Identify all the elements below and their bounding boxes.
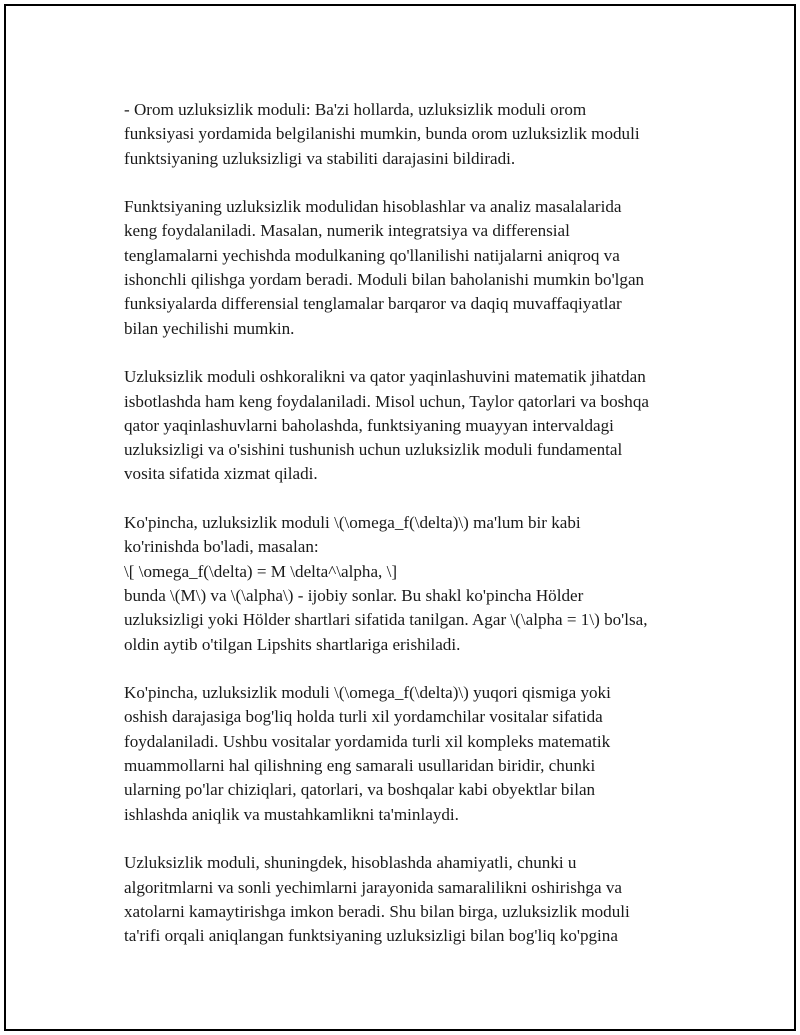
text-line: funksiyalarda differensial tenglamalar barqaror va daqiq muvaffaqiyatlar xyxy=(124,294,622,314)
formula-line: \[ \omega_f(\delta) = M \delta^\alpha, \] xyxy=(124,561,398,581)
text-line: tenglamalarni yechishda modulkaning qo'llanilishi natijalarni aniqroq va xyxy=(124,245,620,265)
text-line: funktsiyaning uzluksizligi va stabiliti darajasini bildiradi. xyxy=(124,148,516,168)
text-line: Funktsiyaning uzluksizlik modulidan hisoblashlar va analiz masalalarida xyxy=(124,197,622,217)
text-line: ishonchli qilishga yordam beradi. Moduli bilan baholanishi mumkin bo'lgan xyxy=(124,270,645,290)
paragraph-auxiliary-tools xyxy=(124,681,724,827)
page-frame xyxy=(4,4,796,1031)
text-line: algoritmlarni va sonli yechimlarni jarayonida samaralilikni oshirishga va xyxy=(124,877,622,897)
paragraph-orom-modulus xyxy=(124,98,724,171)
text-line: funksiyasi yordamida belgilanishi mumkin, bunda orom uzluksizlik moduli xyxy=(124,124,640,144)
text-line: keng foydalaniladi. Masalan, numerik integratsiya va differensial xyxy=(124,221,570,241)
text-line: uzluksizligi yoki Hölder shartlari sifatida tanilgan. Agar \(\alpha = 1\) bo'lsa, xyxy=(124,610,648,630)
document-body xyxy=(124,98,724,973)
paragraph-series-convergence xyxy=(124,365,724,486)
text-line: isbotlashda ham keng foydalaniladi. Misol uchun, Taylor qatorlari va boshqa xyxy=(124,391,649,411)
text-line: uzluksizligi va o'sishini tushunish uchun uzluksizlik moduli fundamental xyxy=(124,440,623,460)
text-line: oshish darajasiga bog'liq holda turli xil yordamchilar vositalar sifatida xyxy=(124,707,603,727)
text-line: muammollarni hal qilishning eng samarali usullaridan biridir, chunki xyxy=(124,756,596,776)
text-line: Ko'pincha, uzluksizlik moduli \(\omega_f(\delta)\) ma'lum bir kabi xyxy=(124,513,581,533)
text-line: bunda \(M\) va \(\alpha\) - ijobiy sonlar. Bu shakl ko'pincha Hölder xyxy=(124,585,584,605)
text-line: qator yaqinlashuvlarni baholashda, funktsiyaning muayyan intervaldagi xyxy=(124,415,614,435)
text-line: ularning po'lar chiziqlari, qatorlari, va boshqalar kabi obyektlar bilan xyxy=(124,780,596,800)
text-line: ta'rifi orqali aniqlangan funktsiyaning uzluksizligi bilan bog'liq ko'pgina xyxy=(124,926,618,946)
paragraph-holder-condition xyxy=(124,511,724,657)
text-line: ishlashda aniqlik va mustahkamlikni ta'minlaydi. xyxy=(124,804,459,824)
text-line: Ko'pincha, uzluksizlik moduli \(\omega_f(\delta)\) yuqori qismiga yoki xyxy=(124,683,611,703)
text-line: xatolarni kamaytirishga imkon beradi. Shu bilan birga, uzluksizlik moduli xyxy=(124,901,630,921)
paragraph-computation xyxy=(124,851,724,948)
text-line: bilan yechilishi mumkin. xyxy=(124,318,295,338)
text-line: Uzluksizlik moduli, shuningdek, hisoblashda ahamiyatli, chunki u xyxy=(124,853,577,873)
text-line: oldin aytib o'tilgan Lipshits shartlariga erishiladi. xyxy=(124,634,461,654)
text-line: foydalaniladi. Ushbu vositalar yordamida turli xil kompleks matematik xyxy=(124,731,611,751)
text-line: vosita sifatida xizmat qiladi. xyxy=(124,464,318,484)
paragraph-applications xyxy=(124,195,724,341)
text-line: ko'rinishda bo'ladi, masalan: xyxy=(124,537,319,557)
text-line: - Orom uzluksizlik moduli: Ba'zi hollarda, uzluksizlik moduli orom xyxy=(124,100,587,119)
text-line: Uzluksizlik moduli oshkoralikni va qator yaqinlashuvini matematik jihatdan xyxy=(124,367,646,387)
